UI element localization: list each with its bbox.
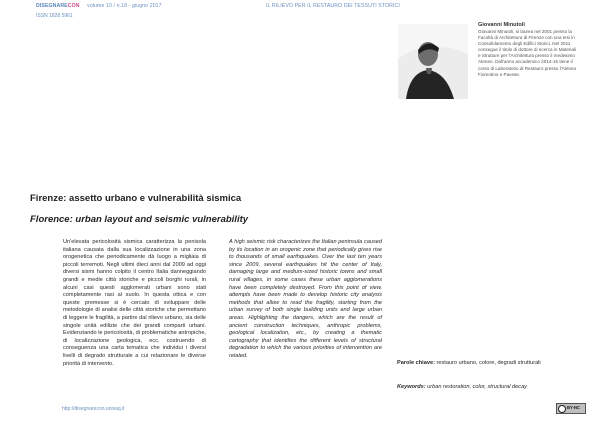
abstract-english: A high seismic risk characterizes the Italian peninsula caused by its location in an orogenic zone that periodically gives rise to thousands of small earthquakes. Over the last ten years since 2009, several earthquakes hit the center of Italy, damaging large and medium-sized historic towns and small rural villages, in some cases these urban agglomerations have been completely destroyed. From this point of view, attempts have been made to develop historic city analysis methods that allow to read the fragility, starting from the urban survey of both single building units and large urban areas. Highlighting the dangers, which are the result of ancient construction techniques, anthropic problems, geological localization, etc., by creating a thematic cartography that identifies the different levels of structural degradation to which the various priorities of intervention are related. [229,239,382,359]
issn: ISSN 1828 5961 [36,13,73,19]
cc-icon [558,405,566,413]
keywords-italian [397,360,582,368]
journal-masthead [36,3,576,15]
keywords-italian-list: restauro urbano, colore, degradi strutturali [436,360,541,366]
license-label: BY-NC [567,405,581,410]
author-bio: Giovanni Minutoli, si laurea nel 2001 presso la Facoltà di Architettura di Firenze con una tesi in Consolidamento degli Edifici Storici. Nel 2011 consegue il titolo di dottore di ricerca in Materiali e Strutture per l'Architettura presso il medesimo Ateneo. Dall'anno accademico 2014-15 tiene il corso di Laboratorio di Restauro presso l'Ateneo Fiorentino e Pavese. [478,29,577,77]
section-title: IL RILIEVO PER IL RESTAURO DEI TESSUTI STORICI [266,3,400,9]
keywords-english-label: Keywords: [397,384,426,390]
keywords-english-list: urban restoration, color, structural decay [427,384,527,390]
author-name: Giovanni Minutoli [478,22,525,28]
paper-title-italian: Firenze: assetto urbano e vulnerabilità sismica [30,193,242,204]
paper-title-english: Florence: urban layout and seismic vulnerability [30,214,249,225]
keywords-italian-label: Parole chiave: [397,360,435,366]
author-portrait-image [398,24,468,99]
issue-info: volume 10 / n.18 - giugno 2017 [87,3,162,9]
journal-logo: DISEGNARECON [36,3,80,9]
journal-url-link[interactable]: http://disegnarecon.univaq.it [62,406,125,412]
cc-license-badge [556,403,586,414]
author-photo [398,24,468,99]
abstract-italian: Un'elevata pericolosità sismica caratterizza la penisola italiana causata dalla sua localizzazione in una zona orogenetica che periodicamente dà luogo a migliaia di piccoli terremoti. Negli ultimi dieci anni dal 2009 ad oggi diversi sismi hanno colpito il centro Italia danneggiando grandi e medie città storiche e piccoli borghi rurali, in alcuni casi questi agglomerati urbani sono stati completamente rasi al suolo. In questa ottica e con queste premesse si è cercato di sviluppare delle metodologie di analisi delle città storiche che permettano di leggere le fragilità, a partire dal rilievo urbano, sia delle singole unità edilizie che dei grandi comparti urbani. Evidenziando le pericolosità, di problematiche antropiche, di localizzazione geologica, ecc. costruendo di conseguenza una carta tematica che individui i diversi livelli di degrado strutturale a cui relazionare le diverse priorità di intervento. [63,239,206,367]
keywords-english [397,384,582,392]
